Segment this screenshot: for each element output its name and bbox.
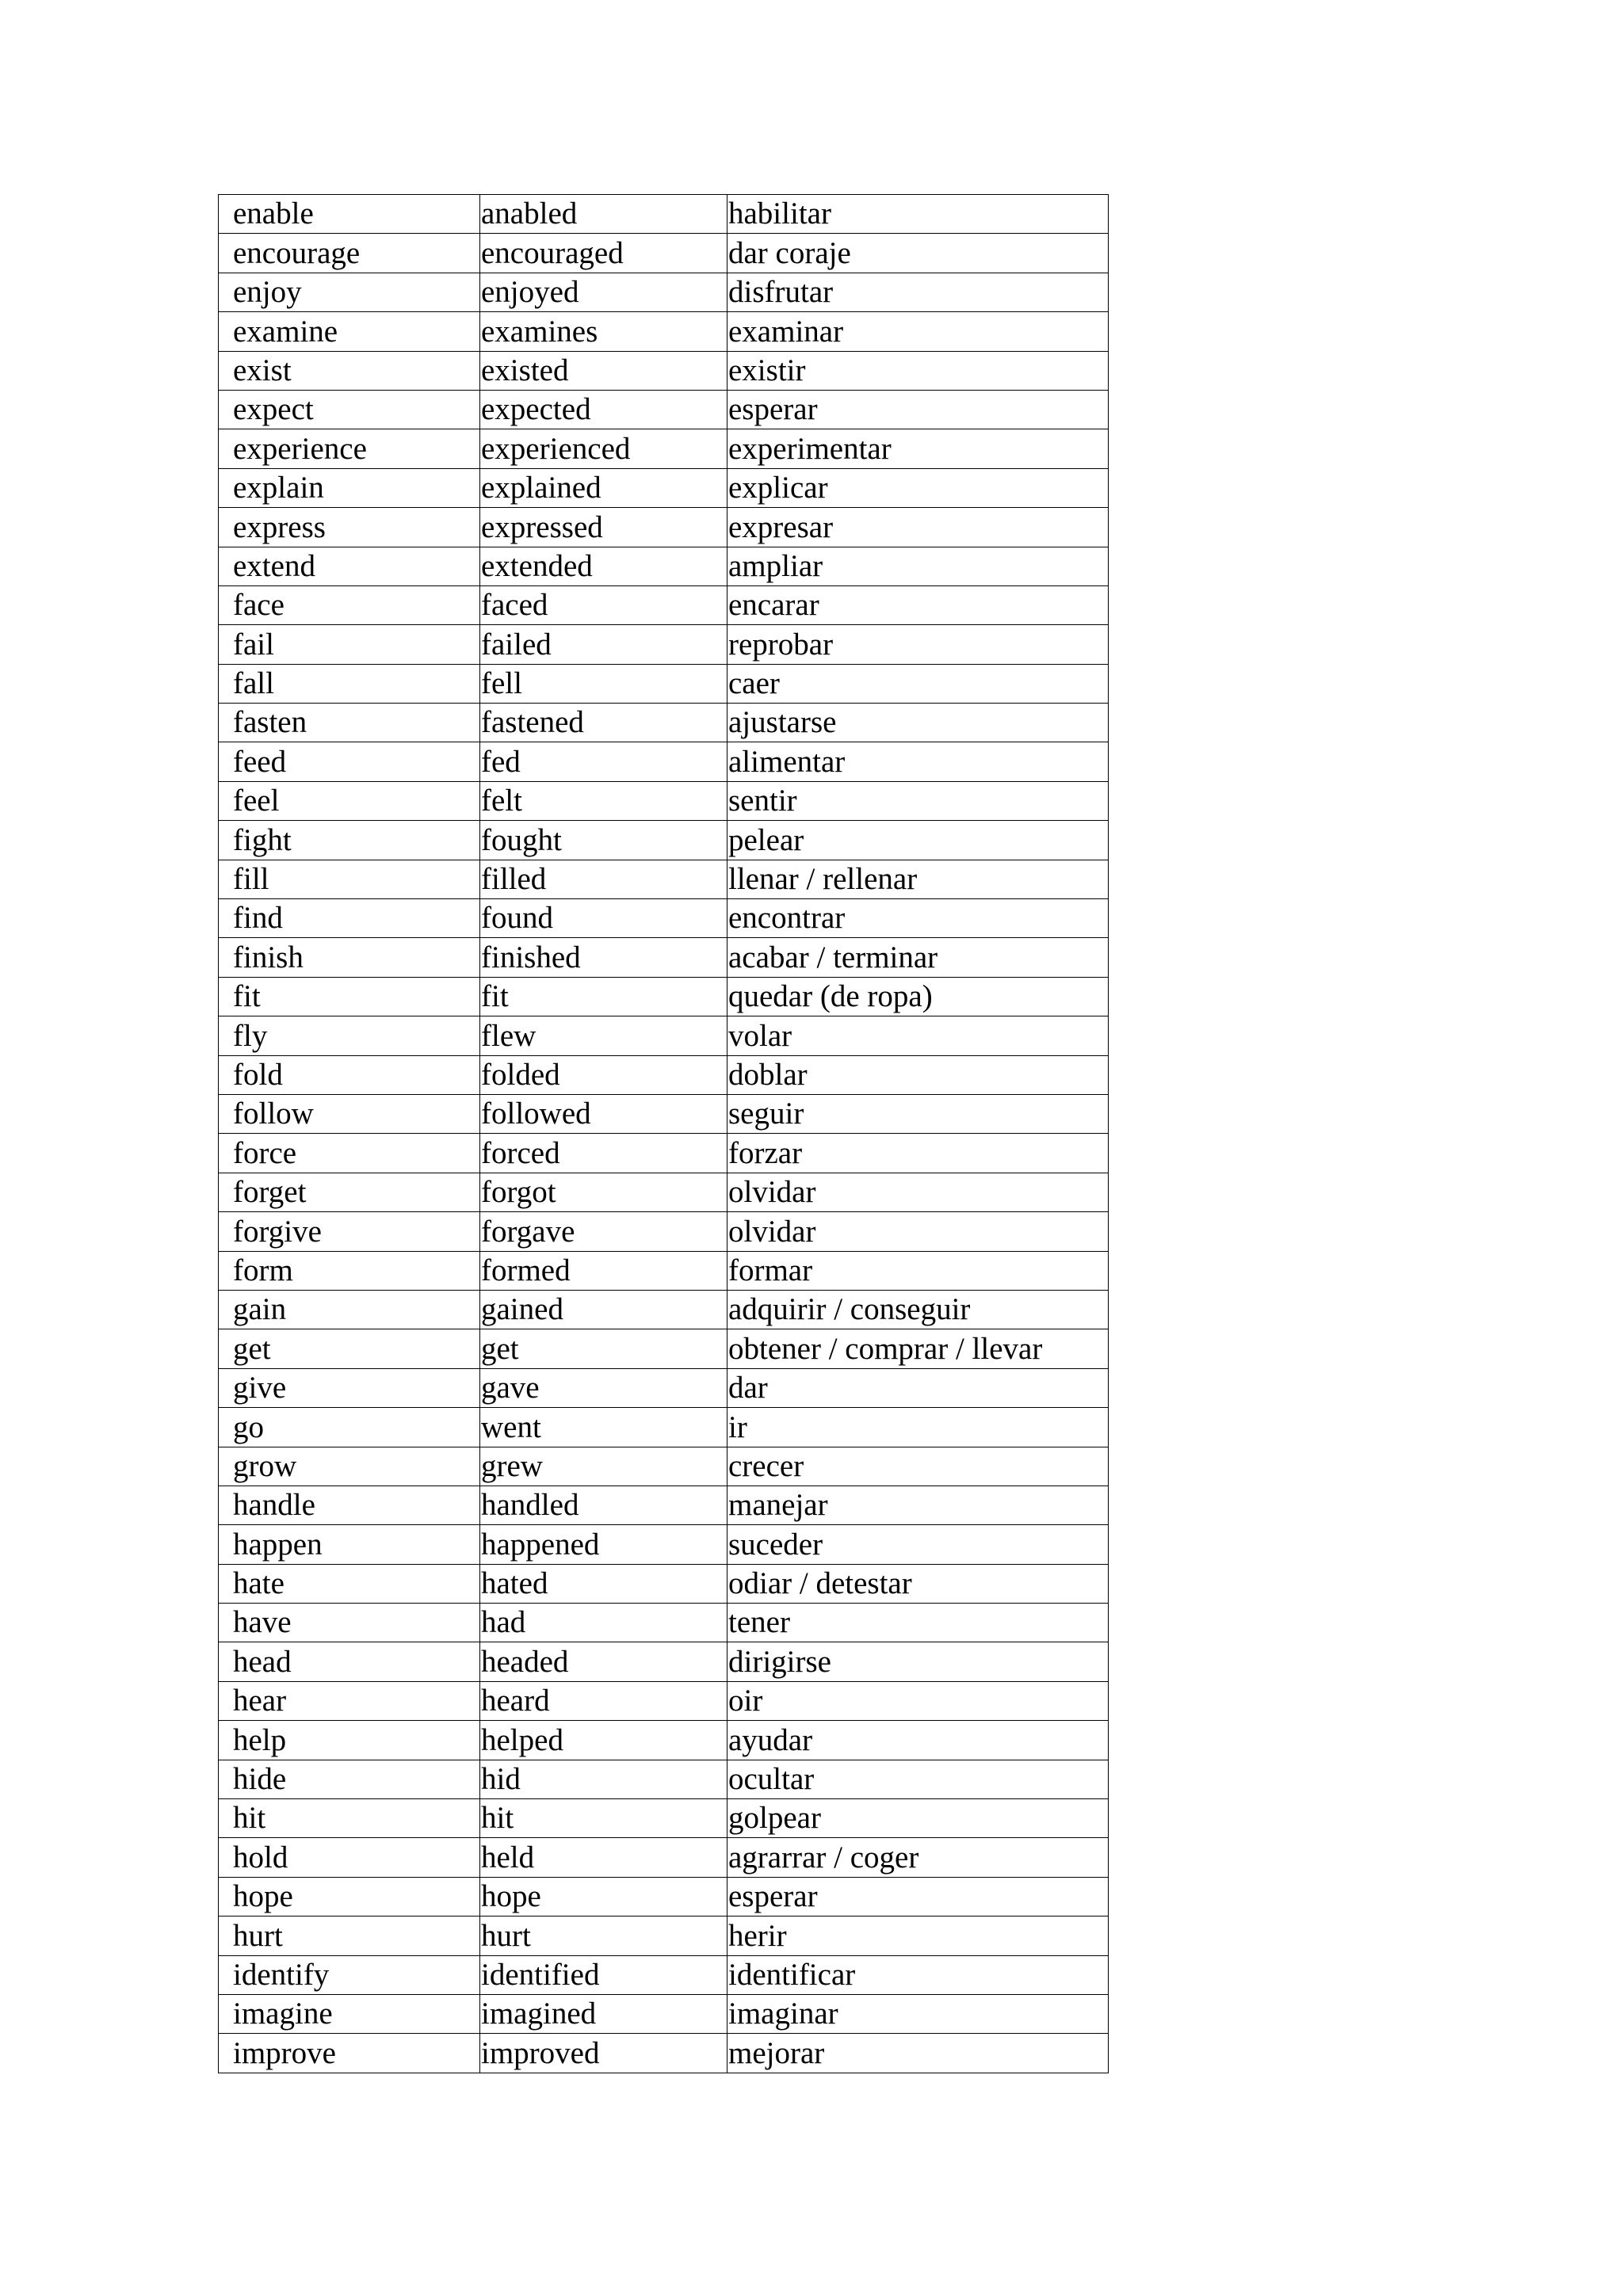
spanish-translation-cell: pelear [727,821,1109,860]
spanish-translation-cell: olvidar [727,1212,1109,1251]
spanish-translation-cell: dirigirse [727,1642,1109,1681]
table-row [219,1329,1109,1368]
past-form-cell: hid [480,1760,727,1798]
base-verb-cell: hate [219,1564,480,1603]
past-form-cell: extended [480,547,727,585]
table-row [219,1525,1109,1564]
past-form-cell: filled [480,860,727,898]
table-row [219,351,1109,390]
table-row [219,390,1109,429]
spanish-translation-cell: obtener / comprar / llevar [727,1329,1109,1368]
base-verb-cell: head [219,1642,480,1681]
spanish-translation-cell: sentir [727,781,1109,820]
table-row [219,860,1109,898]
past-form-cell: folded [480,1055,727,1094]
table-row [219,1212,1109,1251]
past-form-cell: faced [480,585,727,624]
base-verb-cell: fit [219,977,480,1016]
spanish-translation-cell: imaginar [727,1994,1109,2033]
table-row [219,704,1109,742]
table-row [219,429,1109,468]
spanish-translation-cell: ir [727,1408,1109,1447]
spanish-translation-cell: dar [727,1368,1109,1407]
past-form-cell: forgot [480,1173,727,1211]
base-verb-cell: fold [219,1055,480,1094]
spanish-translation-cell: golpear [727,1799,1109,1838]
spanish-translation-cell: quedar (de ropa) [727,977,1109,1016]
table-row [219,1173,1109,1211]
past-form-cell: encouraged [480,234,727,273]
base-verb-cell: handle [219,1486,480,1524]
past-form-cell: felt [480,781,727,820]
base-verb-cell: enjoy [219,273,480,311]
base-verb-cell: finish [219,938,480,977]
spanish-translation-cell: expresar [727,508,1109,547]
past-form-cell: happened [480,1525,727,1564]
base-verb-cell: explain [219,468,480,507]
base-verb-cell: exist [219,351,480,390]
past-form-cell: hope [480,1877,727,1916]
spanish-translation-cell: ayudar [727,1721,1109,1760]
spanish-translation-cell: llenar / rellenar [727,860,1109,898]
past-form-cell: get [480,1329,727,1368]
table-row [219,977,1109,1016]
spanish-translation-cell: mejorar [727,2034,1109,2073]
spanish-translation-cell: identificar [727,1955,1109,1994]
table-row [219,742,1109,781]
base-verb-cell: find [219,899,480,938]
base-verb-cell: fight [219,821,480,860]
table-row [219,899,1109,938]
spanish-translation-cell: disfrutar [727,273,1109,311]
table-row [219,195,1109,234]
base-verb-cell: get [219,1329,480,1368]
table-row [219,508,1109,547]
spanish-translation-cell: manejar [727,1486,1109,1524]
base-verb-cell: feed [219,742,480,781]
past-form-cell: held [480,1838,727,1877]
verb-table-body [219,195,1109,2073]
base-verb-cell: hear [219,1681,480,1720]
table-row [219,781,1109,820]
past-form-cell: fought [480,821,727,860]
past-form-cell: hated [480,1564,727,1603]
base-verb-cell: express [219,508,480,547]
table-row [219,1681,1109,1720]
spanish-translation-cell: esperar [727,1877,1109,1916]
base-verb-cell: hurt [219,1917,480,1955]
past-form-cell: went [480,1408,727,1447]
base-verb-cell: have [219,1604,480,1642]
spanish-translation-cell: encarar [727,585,1109,624]
spanish-translation-cell: herir [727,1917,1109,1955]
past-form-cell: forced [480,1134,727,1173]
table-row [219,1447,1109,1486]
base-verb-cell: enable [219,195,480,234]
spanish-translation-cell: forzar [727,1134,1109,1173]
base-verb-cell: hope [219,1877,480,1916]
base-verb-cell: gain [219,1290,480,1329]
table-row [219,1564,1109,1603]
past-form-cell: forgave [480,1212,727,1251]
spanish-translation-cell: tener [727,1604,1109,1642]
past-form-cell: failed [480,625,727,664]
table-row [219,1877,1109,1916]
spanish-translation-cell: existir [727,351,1109,390]
past-form-cell: hurt [480,1917,727,1955]
table-row [219,585,1109,624]
base-verb-cell: examine [219,312,480,351]
spanish-translation-cell: esperar [727,390,1109,429]
spanish-translation-cell: acabar / terminar [727,938,1109,977]
base-verb-cell: identify [219,1955,480,1994]
spanish-translation-cell: doblar [727,1055,1109,1094]
past-form-cell: fell [480,664,727,703]
table-row [219,1838,1109,1877]
table-row [219,625,1109,664]
past-form-cell: existed [480,351,727,390]
spanish-translation-cell: alimentar [727,742,1109,781]
table-row [219,547,1109,585]
spanish-translation-cell: explicar [727,468,1109,507]
past-form-cell: imagined [480,1994,727,2033]
base-verb-cell: forgive [219,1212,480,1251]
spanish-translation-cell: adquirir / conseguir [727,1290,1109,1329]
base-verb-cell: fall [219,664,480,703]
table-row [219,1994,1109,2033]
table-row [219,234,1109,273]
table-row [219,821,1109,860]
base-verb-cell: fasten [219,704,480,742]
past-form-cell: improved [480,2034,727,2073]
past-form-cell: expressed [480,508,727,547]
spanish-translation-cell: ocultar [727,1760,1109,1798]
table-row [219,1408,1109,1447]
past-form-cell: formed [480,1251,727,1290]
table-row [219,273,1109,311]
past-form-cell: finished [480,938,727,977]
spanish-translation-cell: suceder [727,1525,1109,1564]
base-verb-cell: go [219,1408,480,1447]
base-verb-cell: grow [219,1447,480,1486]
past-form-cell: expected [480,390,727,429]
spanish-translation-cell: dar coraje [727,234,1109,273]
past-form-cell: explained [480,468,727,507]
past-form-cell: heard [480,1681,727,1720]
base-verb-cell: give [219,1368,480,1407]
past-form-cell: headed [480,1642,727,1681]
base-verb-cell: improve [219,2034,480,2073]
base-verb-cell: fail [219,625,480,664]
base-verb-cell: feel [219,781,480,820]
base-verb-cell: hold [219,1838,480,1877]
spanish-translation-cell: habilitar [727,195,1109,234]
table-row [219,2034,1109,2073]
table-row [219,1955,1109,1994]
past-form-cell: gained [480,1290,727,1329]
base-verb-cell: hit [219,1799,480,1838]
spanish-translation-cell: ajustarse [727,704,1109,742]
past-form-cell: experienced [480,429,727,468]
past-form-cell: flew [480,1016,727,1055]
spanish-translation-cell: reprobar [727,625,1109,664]
past-form-cell: handled [480,1486,727,1524]
table-row [219,1799,1109,1838]
table-row [219,1134,1109,1173]
base-verb-cell: hide [219,1760,480,1798]
past-form-cell: hit [480,1799,727,1838]
base-verb-cell: fill [219,860,480,898]
spanish-translation-cell: ampliar [727,547,1109,585]
table-row [219,312,1109,351]
table-row [219,1290,1109,1329]
spanish-translation-cell: experimentar [727,429,1109,468]
table-row [219,1368,1109,1407]
table-row [219,1721,1109,1760]
past-form-cell: helped [480,1721,727,1760]
table-row [219,1917,1109,1955]
table-row [219,938,1109,977]
base-verb-cell: help [219,1721,480,1760]
past-form-cell: identified [480,1955,727,1994]
past-form-cell: fastened [480,704,727,742]
base-verb-cell: expect [219,390,480,429]
base-verb-cell: encourage [219,234,480,273]
verb-table [218,194,1109,2073]
past-form-cell: followed [480,1094,727,1133]
table-row [219,468,1109,507]
base-verb-cell: extend [219,547,480,585]
past-form-cell: grew [480,1447,727,1486]
spanish-translation-cell: volar [727,1016,1109,1055]
spanish-translation-cell: caer [727,664,1109,703]
past-form-cell: fed [480,742,727,781]
table-row [219,1604,1109,1642]
base-verb-cell: fly [219,1016,480,1055]
past-form-cell: had [480,1604,727,1642]
past-form-cell: found [480,899,727,938]
past-form-cell: examines [480,312,727,351]
past-form-cell: enjoyed [480,273,727,311]
table-row [219,664,1109,703]
spanish-translation-cell: olvidar [727,1173,1109,1211]
spanish-translation-cell: formar [727,1251,1109,1290]
base-verb-cell: follow [219,1094,480,1133]
base-verb-cell: forget [219,1173,480,1211]
spanish-translation-cell: crecer [727,1447,1109,1486]
spanish-translation-cell: seguir [727,1094,1109,1133]
base-verb-cell: happen [219,1525,480,1564]
table-row [219,1486,1109,1524]
table-row [219,1251,1109,1290]
past-form-cell: gave [480,1368,727,1407]
table-row [219,1094,1109,1133]
table-row [219,1760,1109,1798]
base-verb-cell: face [219,585,480,624]
base-verb-cell: experience [219,429,480,468]
spanish-translation-cell: examinar [727,312,1109,351]
spanish-translation-cell: agrarrar / coger [727,1838,1109,1877]
table-row [219,1055,1109,1094]
table-row [219,1642,1109,1681]
spanish-translation-cell: encontrar [727,899,1109,938]
spanish-translation-cell: oir [727,1681,1109,1720]
base-verb-cell: imagine [219,1994,480,2033]
spanish-translation-cell: odiar / detestar [727,1564,1109,1603]
base-verb-cell: force [219,1134,480,1173]
past-form-cell: anabled [480,195,727,234]
base-verb-cell: form [219,1251,480,1290]
past-form-cell: fit [480,977,727,1016]
table-row [219,1016,1109,1055]
